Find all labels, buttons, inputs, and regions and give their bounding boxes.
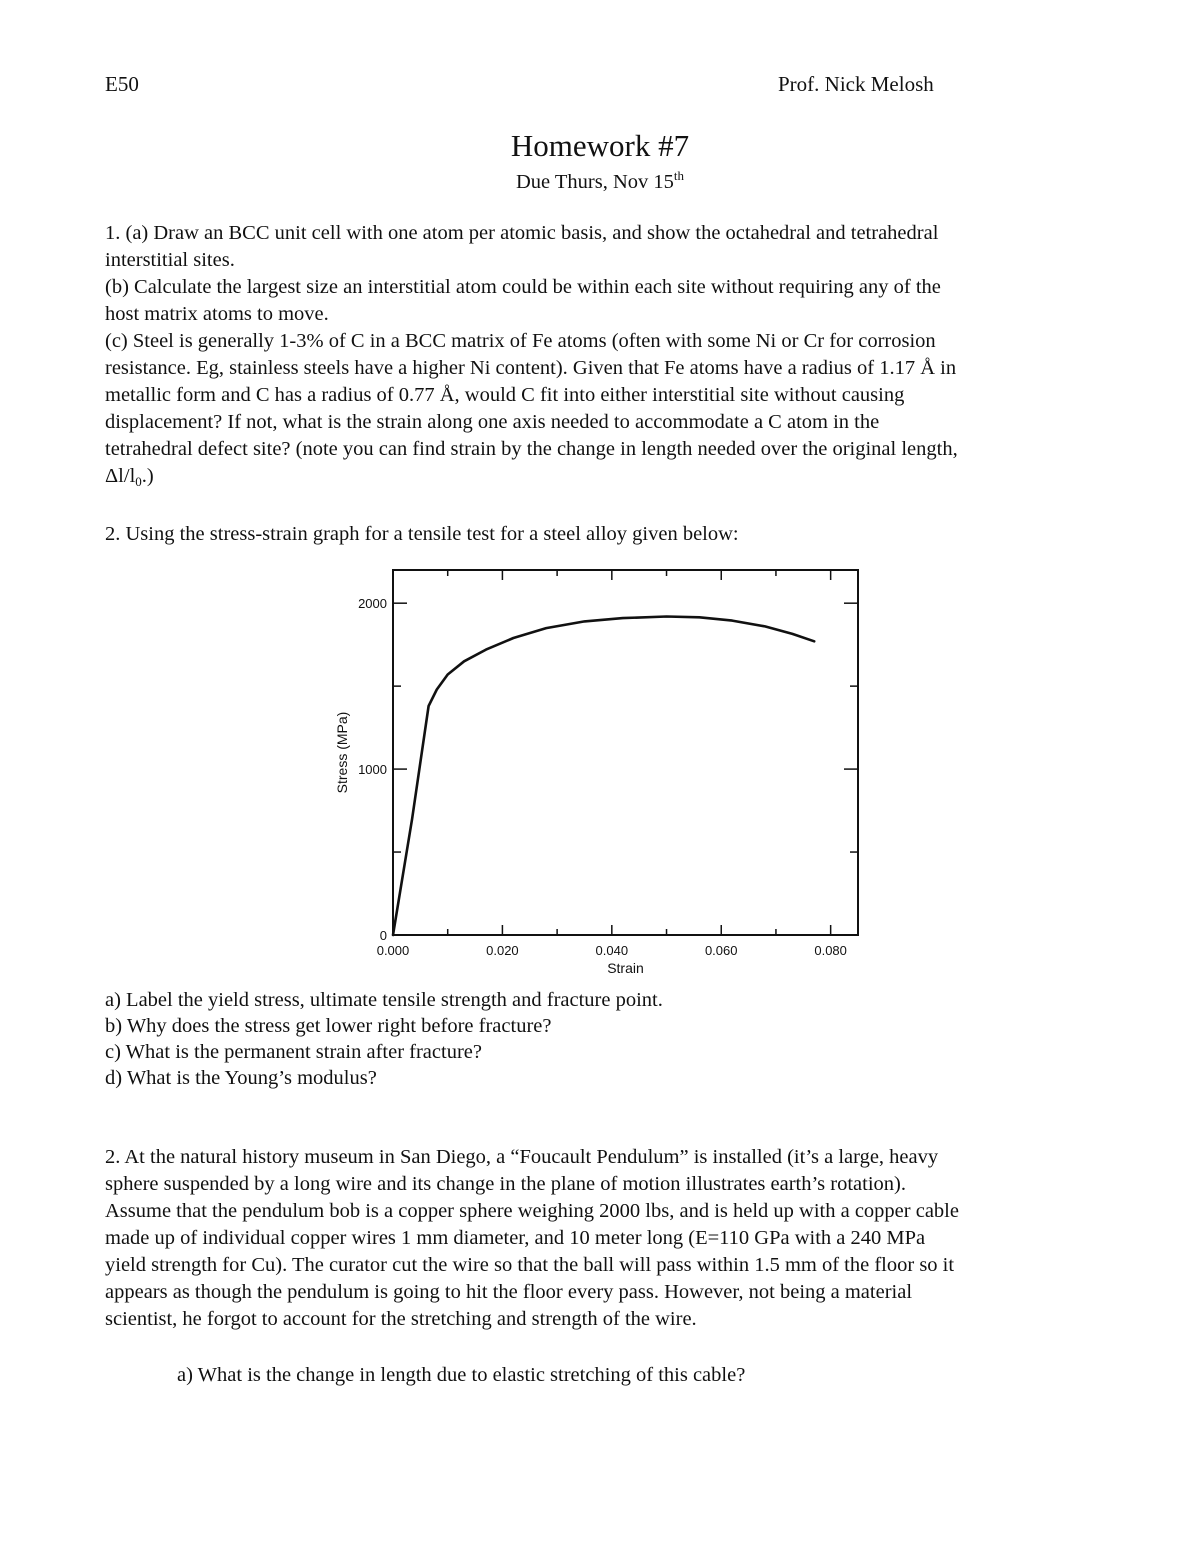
problem2-question: d) What is the Young’s modulus? <box>105 1067 377 1089</box>
x-tick-label: 0.080 <box>814 943 847 958</box>
strain-formula-subscript: 0 <box>135 474 142 489</box>
problem3-line: 2. At the natural history museum in San Diego, a “Foucault Pendulum” is installed (it’s a large, heavy <box>105 1146 939 1168</box>
x-axis-label: Strain <box>607 960 644 976</box>
problem3-line: Assume that the pendulum bob is a copper sphere weighing 2000 lbs, and is held up with a copper cable <box>105 1200 959 1222</box>
problem2-question: b) Why does the stress get lower right before fracture? <box>105 1015 552 1037</box>
x-tick-label: 0.000 <box>376 943 410 958</box>
problem2-intro: 2. Using the stress-strain graph for a tensile test for a steel alloy given below: <box>105 523 739 545</box>
y-tick-label: 1000 <box>358 762 387 778</box>
y-tick-label: 2000 <box>358 596 387 612</box>
strain-formula-end: .) <box>141 465 154 487</box>
problem1-line: (c) Steel is generally 1-3% of C in a BCC matrix of Fe atoms (often with some Ni or Cr for corrosion <box>105 330 936 352</box>
due-date-text: Due Thurs, Nov 15 <box>515 171 674 193</box>
problem3-line: appears as though the pendulum is going to hit the floor every pass. However, not being a material <box>105 1281 913 1303</box>
stress-strain-chart <box>320 560 880 984</box>
x-tick-label: 0.060 <box>704 943 738 958</box>
problem1-line: 1. (a) Draw an BCC unit cell with one atom per atomic basis, and show the octahedral and tetrahedral <box>105 222 939 244</box>
problem3-line: made up of individual copper wires 1 mm diameter, and 10 meter long (E=110 GPa with a 240 MPa <box>105 1227 926 1249</box>
stress-strain-curve <box>393 617 814 936</box>
problem1-line: host matrix atoms to move. <box>105 303 329 325</box>
problem1-line: resistance. Eg, stainless steels have a higher Ni content). Given that Fe atoms have a radius of 1.17 Å in <box>105 357 957 379</box>
x-tick-label: 0.040 <box>595 943 629 958</box>
problem1-line: metallic form and C has a radius of 0.77 Å, would C fit into either interstitial site without causing <box>105 384 905 406</box>
problem1-last-line <box>105 463 154 496</box>
problem1-line: interstitial sites. <box>105 249 235 271</box>
due-date-suffix: th <box>673 168 685 183</box>
problem2-question: a) Label the yield stress, ultimate tensile strength and fracture point. <box>105 989 663 1011</box>
problem1-line: tetrahedral defect site? (note you can find strain by the change in length needed over the original length, <box>105 438 958 460</box>
problem3-line: sphere suspended by a long wire and its change in the plane of motion illustrates earth’s rotation). <box>105 1173 907 1195</box>
problem3-line: scientist, he forgot to account for the stretching and strength of the wire. <box>105 1308 697 1330</box>
course-code: E50 <box>105 72 139 96</box>
y-tick-label: 0 <box>379 928 387 943</box>
y-axis-label: Stress (MPa) <box>334 711 350 794</box>
problem3-line: yield strength for Cu). The curator cut the wire so that the ball will pass within 1.5 mm of the floor so it <box>105 1254 955 1276</box>
problem2-question: c) What is the permanent strain after fracture? <box>105 1041 482 1063</box>
page-title: Homework #7 <box>510 128 690 163</box>
professor-name: Prof. Nick Melosh <box>778 72 934 96</box>
plot-frame <box>393 570 858 935</box>
due-date <box>0 168 1200 194</box>
strain-formula: Δl/l <box>105 465 136 487</box>
problem3-question-a: a) What is the change in length due to elastic stretching of this cable? <box>177 1364 746 1386</box>
problem1-line: displacement? If not, what is the strain along one axis needed to accommodate a C atom in the <box>105 411 880 433</box>
problem1-line: (b) Calculate the largest size an interstitial atom could be within each site without requiring any of the <box>105 276 941 298</box>
x-tick-label: 0.020 <box>486 943 519 958</box>
